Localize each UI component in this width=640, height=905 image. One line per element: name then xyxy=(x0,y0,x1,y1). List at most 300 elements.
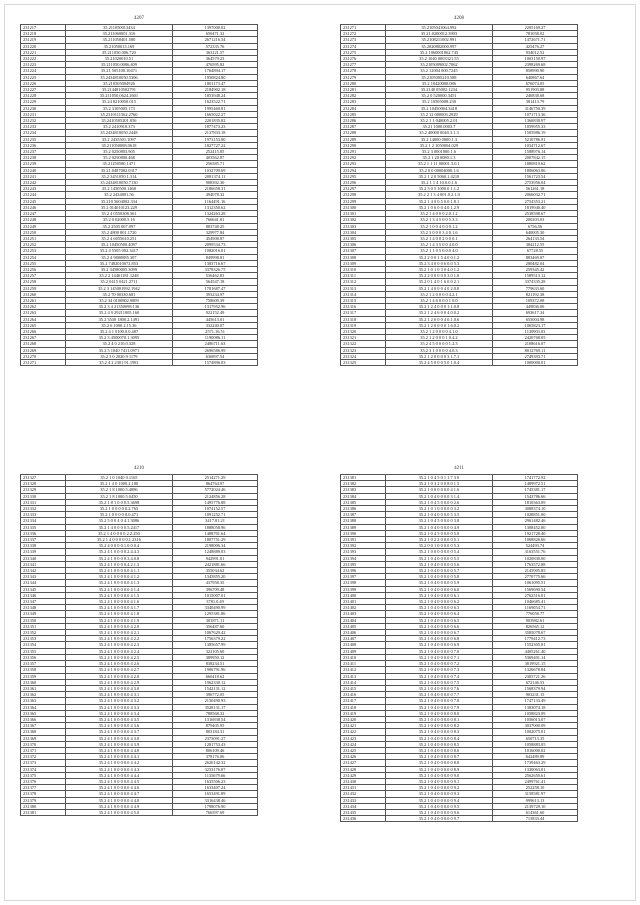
y-coordinate-cell: 1781687.47 xyxy=(173,285,258,291)
x-coordinate-cell: 35.2 4 1 0 0 0 0.0 4 2.3 xyxy=(65,642,172,648)
x-coordinate-cell: 35.2 1 0 4 0 0 0.0 0 7.2 xyxy=(385,661,492,667)
x-coordinate-cell: 35.2 1 0 4 0 0 0.0 0 6.2 xyxy=(385,599,492,605)
x-coordinate-cell: 35.2 1 0 4 0 0 0.0 0 6.9 xyxy=(385,642,492,648)
point-id-cell: 231237 xyxy=(21,149,66,155)
x-coordinate-cell: 35.2 3451050.1.314 xyxy=(65,173,172,179)
point-id-cell: 231319 xyxy=(341,322,386,328)
y-coordinate-cell: 1020830.00 xyxy=(493,555,578,561)
x-coordinate-cell: 35.2 1 0 4 0 0 0.0 0 5.6 xyxy=(385,561,492,567)
x-coordinate-cell: 35.2 0 520000.3451 xyxy=(385,93,492,99)
y-coordinate-cell: 903231.15 xyxy=(493,692,578,698)
y-coordinate-cell: 1973153.80 xyxy=(173,136,258,142)
point-id-cell: 231276 xyxy=(341,56,386,62)
point-id-cell: 231420 xyxy=(341,716,386,722)
y-coordinate-cell: 2081374.11 xyxy=(173,173,258,179)
y-coordinate-cell: 879405.95 xyxy=(173,723,258,729)
y-coordinate-cell: 3037000.09 xyxy=(493,723,578,729)
x-coordinate-cell: 35.2 4 1 0 0 0 0.0 4 3.9 xyxy=(65,741,172,747)
point-id-cell: 231353 xyxy=(21,636,66,642)
y-coordinate-cell: 2108616.07 xyxy=(493,341,578,347)
point-id-cell: 231257 xyxy=(21,273,66,279)
x-coordinate-cell: 35.2 4 6055610.251 xyxy=(65,235,172,241)
point-id-cell: 231347 xyxy=(21,599,66,605)
point-id-cell: 231277 xyxy=(341,62,386,68)
y-coordinate-cell: 8012769.11 xyxy=(493,347,578,353)
point-id-cell: 231428 xyxy=(341,766,386,772)
x-coordinate-cell: 35.2140 05002.1234 xyxy=(385,87,492,93)
point-id-cell: 231233 xyxy=(21,124,66,130)
y-coordinate-cell: 1877473.23 xyxy=(173,124,258,130)
x-coordinate-cell: 35.2 3 1 0 0 0 0 4.0.3 xyxy=(385,347,492,353)
x-coordinate-cell: 35.2 1 0 4 0 0 0.0 0 6.8 xyxy=(385,636,492,642)
y-coordinate-cell: 2961482.46 xyxy=(493,518,578,524)
x-coordinate-cell: 35.2 3 4500070.1.3095 xyxy=(65,335,172,341)
x-coordinate-cell: 35.2 1 0 4 0 0 0.0 0 9.1 xyxy=(385,778,492,784)
x-coordinate-cell: 35.2 12 000003.2929 xyxy=(385,111,492,117)
point-id-cell: 231391 xyxy=(341,537,386,543)
y-coordinate-cell: 246838.68 xyxy=(493,93,578,99)
point-id-cell: 231327 xyxy=(21,475,66,481)
y-coordinate-cell: 3163551.76 xyxy=(493,549,578,555)
x-coordinate-cell: 35.2 4 1 0 0 0 0.0 4 2.0 xyxy=(65,623,172,629)
point-id-cell: 231357 xyxy=(21,661,66,667)
x-coordinate-cell: 35.2 4 1 0 0 0 0.0 4 3.8 xyxy=(65,735,172,741)
x-coordinate-cell: 35.2434810050.5306 xyxy=(65,74,172,80)
point-id-cell: 231298 xyxy=(341,192,386,198)
x-coordinate-cell: 35.2 1 4 6 0 0 0 1 0.0 xyxy=(385,297,492,303)
point-id-cell: 231296 xyxy=(341,180,386,186)
y-coordinate-cell: 1665022.27 xyxy=(173,111,258,117)
y-coordinate-cell: 1763572.88 xyxy=(493,561,578,567)
x-coordinate-cell: 35.2 1040 0003321.55 xyxy=(385,56,492,62)
x-coordinate-cell: 35.2 1 0 4 0 0 0.0 0 9.7 xyxy=(385,816,492,822)
data-table xyxy=(340,24,578,366)
table-row xyxy=(341,816,578,822)
y-coordinate-cell: 2626142.32 xyxy=(173,760,258,766)
y-coordinate-cell: 1385657.99 xyxy=(173,642,258,648)
point-id-cell: 231278 xyxy=(341,68,386,74)
y-coordinate-cell: 1065823.17 xyxy=(493,322,578,328)
point-id-cell: 231426 xyxy=(341,754,386,760)
x-coordinate-cell: 35.2 4 1 0 0 0 0.0 4 2.7 xyxy=(65,667,172,673)
x-coordinate-cell: 35.2 3 4 0 0 0 6 0.0 5.3 xyxy=(385,260,492,266)
x-coordinate-cell: 35.2 1 2 0 0 0 0 3 1.7.1 xyxy=(385,353,492,359)
point-id-cell: 231358 xyxy=(21,667,66,673)
x-coordinate-cell: 35.2 2 0 0 1 5 4.0 0.1.2 xyxy=(385,254,492,260)
point-id-cell: 231294 xyxy=(341,167,386,173)
point-id-cell: 231289 xyxy=(341,136,386,142)
y-coordinate-cell: 1317952.96 xyxy=(173,304,258,310)
point-id-cell: 231231 xyxy=(21,111,66,117)
y-coordinate-cell: 806109.46 xyxy=(173,747,258,753)
x-coordinate-cell: 35.2108211002.991 xyxy=(385,37,492,43)
x-coordinate-cell: 35.21020010.51 xyxy=(65,56,172,62)
y-coordinate-cell: 252258.10 xyxy=(493,785,578,791)
y-coordinate-cell: 883748.25 xyxy=(173,223,258,229)
x-coordinate-cell: 35.2 1 2 0 5060.1.4210 xyxy=(385,173,492,179)
point-id-cell: 231369 xyxy=(21,735,66,741)
y-coordinate-cell: 1888058.96 xyxy=(173,524,258,530)
y-coordinate-cell: 2186658.31 xyxy=(173,186,258,192)
x-coordinate-cell: 35.2 1 1 040005.2.01 xyxy=(385,118,492,124)
y-coordinate-cell: 1056013.07 xyxy=(493,716,578,722)
point-id-cell: 231330 xyxy=(21,493,66,499)
x-coordinate-cell: 35.2 0 1 4 0 1 6 0.0 2.1 xyxy=(385,279,492,285)
point-id-cell: 231314 xyxy=(341,291,386,297)
x-coordinate-cell: 35.2 4 1 0 0 0 0.0 4 3.7 xyxy=(65,729,172,735)
y-coordinate-cell: 672146.53 xyxy=(493,679,578,685)
x-coordinate-cell: 35.2 1 8 1000.5.0450 xyxy=(65,493,172,499)
x-coordinate-cell: 35.2 1 1 11 00001.3.0.1 xyxy=(385,161,492,167)
y-coordinate-cell: 1190086.11 xyxy=(173,335,258,341)
x-coordinate-cell: 35.2 1 3 4 5 0 0 5.3.3 xyxy=(385,217,492,223)
point-id-cell: 231387 xyxy=(341,512,386,518)
y-coordinate-cell: 2762516.01 xyxy=(493,592,578,598)
point-id-cell: 231368 xyxy=(21,729,66,735)
point-id-cell: 231258 xyxy=(21,279,66,285)
point-id-cell: 231217 xyxy=(21,25,66,31)
y-coordinate-cell: 1589513.12 xyxy=(493,273,578,279)
y-coordinate-cell: 803184.31 xyxy=(173,729,258,735)
y-coordinate-cell: 1543786.66 xyxy=(493,493,578,499)
point-id-cell: 231323 xyxy=(341,347,386,353)
point-id-cell: 231268 xyxy=(21,341,66,347)
x-coordinate-cell: 35.2 1 0 4 0 0 0.0 0 9.2 xyxy=(385,785,492,791)
point-id-cell: 231284 xyxy=(341,105,386,111)
y-coordinate-cell: 2066032.71 xyxy=(493,192,578,198)
point-id-cell: 231338 xyxy=(21,543,66,549)
y-coordinate-cell: 259345.42 xyxy=(493,266,578,272)
y-coordinate-cell: 572335.76 xyxy=(173,43,258,49)
x-coordinate-cell: 35.2 1 0 0 0 0 0.0 4 1.6 xyxy=(385,487,492,493)
point-id-cell: 231345 xyxy=(21,586,66,592)
y-coordinate-cell: 1383074.18 xyxy=(493,704,578,710)
x-coordinate-cell: 35.2 10420000.086 xyxy=(385,80,492,86)
y-coordinate-cell: 6756.56 xyxy=(493,223,578,229)
x-coordinate-cell: 35.2 4 5 0 0 0 0 1.2.3 xyxy=(385,341,492,347)
y-coordinate-cell: 676074.05 xyxy=(493,80,578,86)
y-coordinate-cell: 1552305.81 xyxy=(493,642,578,648)
y-coordinate-cell: 1091252.71 xyxy=(173,512,258,518)
point-id-cell: 231227 xyxy=(21,87,66,93)
x-coordinate-cell: 35.2 4 1 0 0 0 0.0 4 1.2 xyxy=(65,574,172,580)
y-coordinate-cell: 1806063.86 xyxy=(493,167,578,173)
point-id-cell: 231341 xyxy=(21,561,66,567)
x-coordinate-cell: 35.2 4 1 0 0 0 0.0 4 3.5 xyxy=(65,716,172,722)
y-coordinate-cell: 445613.01 xyxy=(173,316,258,322)
point-id-cell: 231398 xyxy=(341,580,386,586)
y-coordinate-cell: 252415.85 xyxy=(173,149,258,155)
x-coordinate-cell: 35.2 1 0 4 0 0 0.0 0 8.1 xyxy=(385,716,492,722)
point-id-cell: 231331 xyxy=(21,499,66,505)
y-coordinate-cell: 381413.79 xyxy=(493,99,578,105)
x-coordinate-cell: 35.2 1 2 0 0 0 1 0.4.2 xyxy=(385,335,492,341)
point-id-cell: 231403 xyxy=(341,611,386,617)
point-id-cell: 231226 xyxy=(21,80,66,86)
x-coordinate-cell: 35.2 1 0 4 0 0 0.0 0 6.5 xyxy=(385,617,492,623)
x-coordinate-cell: 35.2 0250803.905 xyxy=(65,149,172,155)
y-coordinate-cell: 1000000.01 xyxy=(493,359,578,365)
table-title: 4210 xyxy=(134,466,144,471)
y-coordinate-cell: 788568.32 xyxy=(173,710,258,716)
x-coordinate-cell: 35.2 4 1 0 0 0 0.0 4 1.7 xyxy=(65,605,172,611)
table-row xyxy=(21,359,258,365)
y-coordinate-cell: 1059955.33 xyxy=(493,124,578,130)
x-coordinate-cell: 35.2 4 1 0 0 0 0.0 4 2.8 xyxy=(65,673,172,679)
point-id-cell: 231274 xyxy=(341,43,386,49)
y-coordinate-cell: 1330063.01 xyxy=(493,766,578,772)
point-id-cell: 231270 xyxy=(21,353,66,359)
y-coordinate-cell: 476595.82 xyxy=(173,62,258,68)
y-coordinate-cell: 642489.89 xyxy=(493,754,578,760)
y-coordinate-cell: 951903.88 xyxy=(493,87,578,93)
point-id-cell: 231287 xyxy=(341,124,386,130)
x-coordinate-cell: 35.21250580.1471 xyxy=(65,161,172,167)
y-coordinate-cell: 766641.81 xyxy=(173,217,258,223)
point-id-cell: 231261 xyxy=(21,297,66,303)
x-coordinate-cell: 35.2 1 0 0 0 0 0.0 0 5.4 xyxy=(385,549,492,555)
x-coordinate-cell: 35.2 3 0 0 0 3 4 0.1.6 xyxy=(385,229,492,235)
x-coordinate-cell: 35.2 1 0 4 0 0 0.0 0 7.0 xyxy=(385,648,492,654)
point-id-cell: 231234 xyxy=(21,130,66,136)
point-id-cell: 231238 xyxy=(21,155,66,161)
x-coordinate-cell: 35.24 8210050.015 xyxy=(65,99,172,105)
y-coordinate-cell: 1801173.47 xyxy=(173,80,258,86)
y-coordinate-cell: 2305721.26 xyxy=(493,673,578,679)
point-id-cell: 231295 xyxy=(341,173,386,179)
point-id-cell: 231362 xyxy=(21,692,66,698)
x-coordinate-cell: 35.2 4 1 0 0 0 0.0 4 1.3 xyxy=(65,580,172,586)
point-id-cell: 231247 xyxy=(21,211,66,217)
y-coordinate-cell: 1281753.43 xyxy=(173,741,258,747)
x-coordinate-cell: 35.2 1 1 0 5 0.0.0 4.0 xyxy=(385,248,492,254)
point-id-cell: 231335 xyxy=(21,524,66,530)
y-coordinate-cell: 776058.77 xyxy=(493,611,578,617)
y-coordinate-cell: 2201835.82 xyxy=(173,118,258,124)
x-coordinate-cell: 35.2434810050.2448 xyxy=(65,130,172,136)
y-coordinate-cell: 1489972.51 xyxy=(493,481,578,487)
x-coordinate-cell: 35.2 1450500.1468 xyxy=(65,186,172,192)
x-coordinate-cell: 35.2 0 0 1 0 0 0.0 0 5.3 xyxy=(385,543,492,549)
point-id-cell: 231220 xyxy=(21,43,66,49)
y-coordinate-cell: 4405261.40 xyxy=(493,648,578,654)
x-coordinate-cell: 35.2 1 0 2 2 0 0.0 0 5.1 xyxy=(385,537,492,543)
x-coordinate-cell: 35.211050401.580 xyxy=(65,37,172,43)
x-coordinate-cell: 35.2 1 0 4 0 0 0.0 0 9.4 xyxy=(385,797,492,803)
y-coordinate-cell: 1082016.01 xyxy=(173,248,258,254)
x-coordinate-cell: 35.2 4 1 0 0 0 0.4.2.1.3 xyxy=(65,561,172,567)
x-coordinate-cell: 35.2 014010123.229 xyxy=(65,204,172,210)
point-id-cell: 231375 xyxy=(21,772,66,778)
point-id-cell: 231372 xyxy=(21,754,66,760)
y-coordinate-cell: 883469.07 xyxy=(493,254,578,260)
point-id-cell: 231219 xyxy=(21,37,66,43)
point-id-cell: 231399 xyxy=(341,586,386,592)
x-coordinate-cell: 35.2434810050.7130 xyxy=(65,180,172,186)
x-coordinate-cell: 35.2 4 1 0 0 0 0.0 4 1.5 xyxy=(65,592,172,598)
y-coordinate-cell: 1950824.80 xyxy=(173,74,258,80)
point-id-cell: 231378 xyxy=(21,791,66,797)
y-coordinate-cell: 2198006.34 xyxy=(173,543,258,549)
point-id-cell: 231305 xyxy=(341,235,386,241)
x-coordinate-cell: 35.2 70 00330.681 xyxy=(65,291,172,297)
x-coordinate-cell: 35.2 4 1 0 0 0 0.0 4 2.2 xyxy=(65,636,172,642)
x-coordinate-cell: 35.2 1 0 4 0 0 0.0 0 5.7 xyxy=(385,568,492,574)
point-id-cell: 231370 xyxy=(21,741,66,747)
y-coordinate-cell: 3088374.10 xyxy=(493,506,578,512)
y-coordinate-cell: 1574896.03 xyxy=(173,359,258,365)
point-id-cell: 231416 xyxy=(341,692,386,698)
x-coordinate-cell: 35.2 4 0550308.361 xyxy=(65,211,172,217)
x-coordinate-cell: 35.2 1 0 4 0 0 0.0 0 8.4 xyxy=(385,735,492,741)
point-id-cell: 231410 xyxy=(341,654,386,660)
x-coordinate-cell: 35.2 1 0 4 0 0 0.0 0 8.2 xyxy=(385,723,492,729)
point-id-cell: 231251 xyxy=(21,235,66,241)
point-id-cell: 231424 xyxy=(341,741,386,747)
point-id-cell: 231301 xyxy=(341,211,386,217)
y-coordinate-cell: 1921728.40 xyxy=(493,530,578,536)
y-coordinate-cell: 2420768.05 xyxy=(493,335,578,341)
y-coordinate-cell: 264133.54 xyxy=(493,235,578,241)
y-coordinate-cell: 256585.71 xyxy=(173,161,258,167)
y-coordinate-cell: 1633407.24 xyxy=(173,785,258,791)
y-coordinate-cell: 781058.02 xyxy=(493,31,578,37)
y-coordinate-cell: 3233176.87 xyxy=(173,766,258,772)
point-id-cell: 231275 xyxy=(341,49,386,55)
y-coordinate-cell: 449836.06 xyxy=(493,304,578,310)
point-id-cell: 231363 xyxy=(21,698,66,704)
point-id-cell: 231384 xyxy=(341,493,386,499)
point-id-cell: 231325 xyxy=(341,359,386,365)
point-id-cell: 231354 xyxy=(21,642,66,648)
x-coordinate-cell: 35.2 1 8 1000.5.4886 xyxy=(65,487,172,493)
y-coordinate-cell: 1542131.12 xyxy=(173,685,258,691)
data-table xyxy=(20,24,258,366)
y-coordinate-cell: 1074152.57 xyxy=(173,506,258,512)
point-id-cell: 231222 xyxy=(21,56,66,62)
point-id-cell: 231229 xyxy=(21,99,66,105)
y-coordinate-cell: 2139729.10 xyxy=(493,803,578,809)
y-coordinate-cell: 1764894.17 xyxy=(173,68,258,74)
y-coordinate-cell: 2373091.27 xyxy=(173,735,258,741)
x-coordinate-cell: 35.2 1 0 4 0 0 0.0 0 7.7 xyxy=(385,692,492,698)
point-id-cell: 231304 xyxy=(341,229,386,235)
x-coordinate-cell: 35.2 4 1 0 0 0 0.0 4 4.5 xyxy=(65,778,172,784)
x-coordinate-cell: 35.2 4 1 0 0 0 0.0 4 4.2 xyxy=(65,760,172,766)
x-coordinate-cell: 35.210505004926 xyxy=(65,80,172,86)
x-coordinate-cell: 35.2 1 0 4 0 0 0.0 0 6.0 xyxy=(385,586,492,592)
x-coordinate-cell: 35.2 1 4 0 0 0 0 0.1.2316 xyxy=(65,537,172,543)
table-row xyxy=(341,359,578,365)
point-id-cell: 231386 xyxy=(341,506,386,512)
point-id-cell: 231332 xyxy=(21,506,66,512)
y-coordinate-cell: 2770775.66 xyxy=(493,574,578,580)
x-coordinate-cell: 35.2 4 1 0 0 0 0.0 4 2.9 xyxy=(65,679,172,685)
x-coordinate-cell: 35.2 1 0 4 0 0 0.0 0 7.8 xyxy=(385,698,492,704)
x-coordinate-cell: 35.2 1 2 0 0 0 0 4.1.0 xyxy=(385,328,492,334)
point-id-cell: 231383 xyxy=(341,487,386,493)
y-coordinate-cell: 758609.39 xyxy=(173,297,258,303)
y-coordinate-cell: 1058883.05 xyxy=(493,741,578,747)
y-coordinate-cell: 838234.51 xyxy=(173,661,258,667)
y-coordinate-cell: 1034712.67 xyxy=(493,142,578,148)
x-coordinate-cell: 35.2 4 5505 002.3417 xyxy=(65,248,172,254)
point-id-cell: 231429 xyxy=(341,772,386,778)
x-coordinate-cell: 35.21 1000.0003.7 xyxy=(385,124,492,130)
point-id-cell: 231406 xyxy=(341,630,386,636)
y-coordinate-cell: 1002075.01 xyxy=(493,729,578,735)
point-id-cell: 231348 xyxy=(21,605,66,611)
x-coordinate-cell: 35.2 1 0 4 0 0 0.0 0 8.0 xyxy=(385,710,492,716)
y-coordinate-cell: 389950.12 xyxy=(173,654,258,660)
point-id-cell: 231306 xyxy=(341,242,386,248)
y-coordinate-cell: 1635506.23 xyxy=(173,778,258,784)
point-id-cell: 231340 xyxy=(21,555,66,561)
x-coordinate-cell: 35.2 1 0 4 5 0 0.0 0 3.8 xyxy=(385,518,492,524)
point-id-cell: 231300 xyxy=(341,204,386,210)
x-coordinate-cell: 35.2 3 0 5 1000.0 1.1.2 xyxy=(385,186,492,192)
point-id-cell: 231269 xyxy=(21,347,66,353)
table-row xyxy=(21,809,258,815)
y-coordinate-cell: 437958.35 xyxy=(173,580,258,586)
x-coordinate-cell: 35.2 1 0 4 0 0 0.0 0 8.3 xyxy=(385,729,492,735)
y-coordinate-cell: 2137833.18 xyxy=(173,130,258,136)
point-id-cell: 231282 xyxy=(341,93,386,99)
point-id-cell: 231344 xyxy=(21,580,66,586)
y-coordinate-cell: 1739463.29 xyxy=(493,760,578,766)
y-coordinate-cell: 364579.23 xyxy=(173,56,258,62)
x-coordinate-cell: 35.2 4 1 0 0 0 0.0 4 2.4 xyxy=(65,648,172,654)
x-coordinate-cell: 35.2 3 0001800.1.6 xyxy=(385,149,492,155)
x-coordinate-cell: 35.2 1 0 4 0 0 0.0 0 7.4 xyxy=(385,673,492,679)
y-coordinate-cell: 2749393.71 xyxy=(493,353,578,359)
x-coordinate-cell: 35.2 4 1 0 0 0 0.0 4 4.8 xyxy=(65,797,172,803)
x-coordinate-cell: 35.211050.0006.409 xyxy=(65,62,172,68)
x-coordinate-cell: 35.2410505201.056 xyxy=(65,118,172,124)
data-table xyxy=(20,474,258,816)
y-coordinate-cell: 1962330.12 xyxy=(173,679,258,685)
y-coordinate-cell: 2514271.29 xyxy=(173,475,258,481)
y-coordinate-cell: 640005.30 xyxy=(493,229,578,235)
x-coordinate-cell: 35.2 1 2 0 0 0 4 0.1.0.6 xyxy=(385,316,492,322)
y-coordinate-cell: 849998.81 xyxy=(173,254,258,260)
point-id-cell: 231221 xyxy=(21,49,66,55)
y-coordinate-cell: 942991.01 xyxy=(173,555,258,561)
y-coordinate-cell: 3528131.17 xyxy=(173,704,258,710)
y-coordinate-cell: 1015007.01 xyxy=(173,592,258,598)
point-id-cell: 231361 xyxy=(21,685,66,691)
point-id-cell: 231431 xyxy=(341,785,386,791)
x-coordinate-cell: 35.2 3 4 21350098.136 xyxy=(65,304,172,310)
point-id-cell: 231324 xyxy=(341,353,386,359)
x-coordinate-cell: 35.2 3105005.173 xyxy=(65,105,172,111)
x-coordinate-cell: 35.2 4 1 0 0 0 0.0 4 4.9 xyxy=(65,803,172,809)
x-coordinate-cell: 35.2 1 0 4 0 0 0.0 0 6.1 xyxy=(385,592,492,598)
point-id-cell: 231436 xyxy=(341,816,386,822)
point-id-cell: 231415 xyxy=(341,685,386,691)
x-coordinate-cell: 35.2020802000.997 xyxy=(385,43,492,49)
y-coordinate-cell: 614361.60 xyxy=(493,809,578,815)
point-id-cell: 231402 xyxy=(341,605,386,611)
point-id-cell: 231309 xyxy=(341,260,386,266)
point-id-cell: 231390 xyxy=(341,530,386,536)
y-coordinate-cell: 363121.57 xyxy=(173,49,258,55)
y-coordinate-cell: 1312350.62 xyxy=(173,204,258,210)
x-coordinate-cell: 35.2 0415 0421.2711 xyxy=(65,279,172,285)
x-coordinate-cell: 35.2 1 0 4 0 0 0.0 0 5.9 xyxy=(385,580,492,586)
x-coordinate-cell: 35.2 40000 0040.3.1.3 xyxy=(385,130,492,136)
x-coordinate-cell: 35.2 4 1 0 0 0 0.0 4 1.1 xyxy=(65,568,172,574)
